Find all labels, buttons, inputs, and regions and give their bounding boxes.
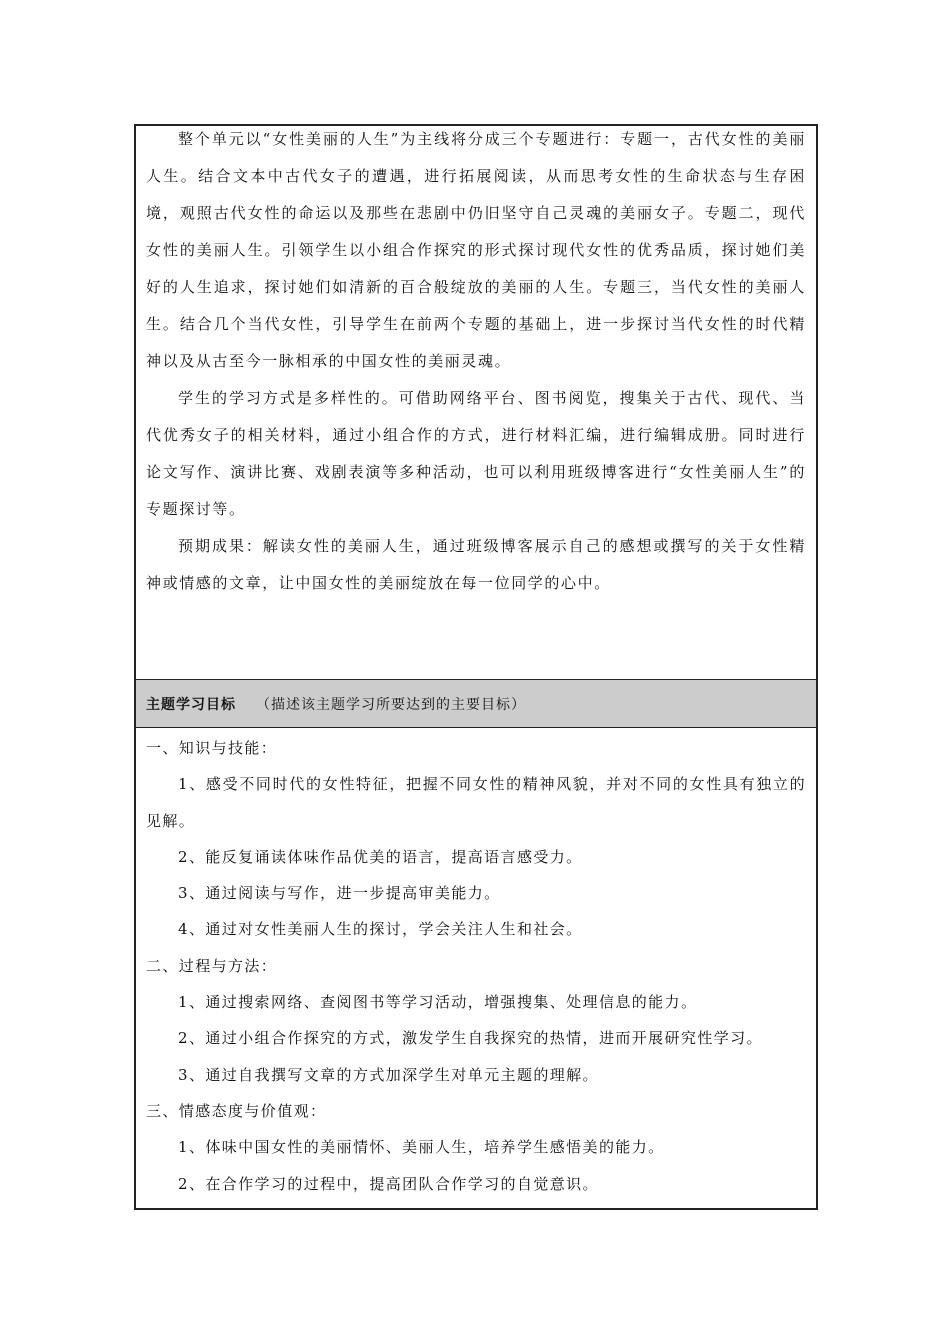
goal-item: 3、通过阅读与写作，进一步提高审美能力。 <box>178 884 501 903</box>
goals-cell <box>136 728 816 1208</box>
lesson-plan-table <box>134 124 818 1210</box>
goal-item: 1、感受不同时代的女性特征，把握不同女性的精神风貌，并对不同的女性具有独立的见解。 <box>146 775 806 830</box>
goal-section-heading: 二、过程与方法： <box>146 956 278 975</box>
overview-paragraph-outcomes: 预期成果：解读女性的美丽人生，通过班级博客展示自己的感想或撰写的关于女性精神或情感的文章，让中国女性的美丽绽放在每一位同学的心中。 <box>146 537 806 592</box>
goal-section-heading: 一、知识与技能： <box>146 739 278 757</box>
goal-item: 2、在合作学习的过程中，提高团队合作学习的自觉意识。 <box>178 1174 599 1193</box>
goals-header-hint: （描述该主题学习所要达到的主要目标） <box>256 696 526 713</box>
goal-section-heading: 三、情感态度与价值观： <box>146 1101 327 1120</box>
goal-item: 4、通过对女性美丽人生的探讨，学会关注人生和社会。 <box>178 920 583 939</box>
goal-item: 2、通过小组合作探究的方式，激发学生自我探究的热情，进而开展研究性学习。 <box>178 1029 763 1048</box>
goals-header-title: 主题学习目标 <box>146 696 236 713</box>
goal-item: 2、能反复诵读体味作品优美的语言，提高语言感受力。 <box>178 847 583 866</box>
overview-paragraph-topics: 整个单元以“女性美丽的人生”为主线将分成三个专题进行：专题一，古代女性的美丽人生。结合文本中古代女子的遭遇，进行拓展阅读，从而思考女性的生命状态与生存困境，观照古代女性的命运以及那些在悲剧中仍旧坚守自己灵魂的美丽女子。专题二，现代女性的美丽人生。引领学生以小组合作探究的形式探讨现代女性的优秀品质，探讨她们美好的人生追求，探讨她们如清新的百合般绽放的美丽的人生。专题三，当代女性的美丽人生。结合几个当代女性，引导学生在前两个专题的基础上，进一步探讨当代女性的时代精神以及从古至今一脉相承的中国女性的美丽灵魂。 <box>146 130 806 370</box>
unit-overview-cell <box>136 121 816 680</box>
overview-paragraph-methods: 学生的学习方式是多样性的。可借助网络平台、图书阅览，搜集关于古代、现代、当代优秀女子的相关材料，通过小组合作的方式，进行材料汇编，进行编辑成册。同时进行论文写作、演讲比赛、戏剧表演等多种活动，也可以利用班级博客进行“女性美丽人生”的专题探讨等。 <box>146 389 806 518</box>
goals-header-row <box>136 680 816 728</box>
goal-item: 3、通过自我撰写文章的方式加深学生对单元主题的理解。 <box>178 1065 599 1084</box>
goal-item: 1、通过搜索网络、查阅图书等学习活动，增强搜集、处理信息的能力。 <box>178 993 698 1012</box>
goal-item: 1、体味中国女性的美丽情怀、美丽人生，培养学生感悟美的能力。 <box>178 1138 665 1157</box>
